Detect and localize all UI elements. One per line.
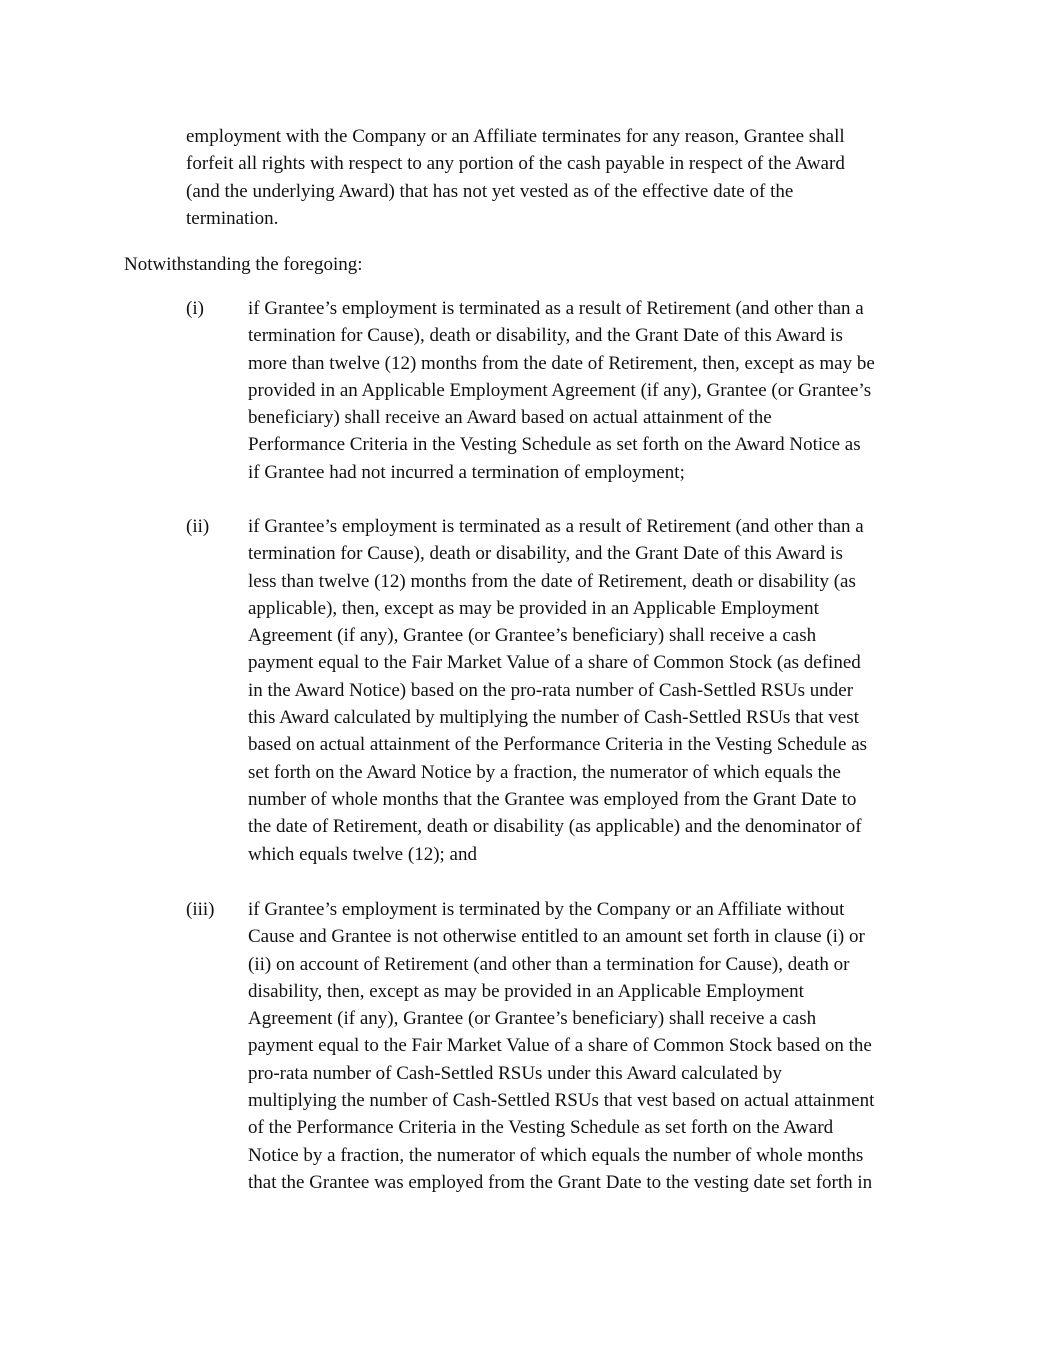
- clause-line: Notice by a fraction, the numerator of which equals the number of whole months: [248, 1144, 864, 1166]
- clause-line: termination for Cause), death or disability, and the Grant Date of this Award is: [248, 543, 843, 565]
- clause-ii-text: [248, 513, 867, 868]
- clause-line: (ii) on account of Retirement (and other than a termination for Cause), death or: [248, 953, 850, 975]
- clause-line: payment equal to the Fair Market Value of a share of Common Stock (as defined: [248, 652, 861, 674]
- notwithstanding-heading: Notwithstanding the foregoing:: [124, 254, 363, 275]
- lead-line: employment with the Company or an Affiliate terminates for any reason, Grantee shall: [186, 126, 845, 147]
- lead-line: (and the underlying Award) that has not yet vested as of the effective date of the: [186, 180, 794, 202]
- clause-line: Agreement (if any), Grantee (or Grantee’s beneficiary) shall receive a cash: [248, 625, 817, 647]
- clause-iii-text: [248, 896, 874, 1196]
- lead-paragraph: [186, 123, 845, 232]
- clause-line: payment equal to the Fair Market Value of a share of Common Stock based on the: [248, 1035, 872, 1057]
- clause-line: Performance Criteria in the Vesting Schedule as set forth on the Award Notice as: [248, 434, 861, 456]
- clause-line: that the Grantee was employed from the Grant Date to the vesting date set forth in: [248, 1171, 873, 1193]
- clause-line: if Grantee’s employment is terminated as a result of Retirement (and other than a: [248, 516, 864, 537]
- clause-line: beneficiary) shall receive an Award based on actual attainment of the: [248, 407, 772, 429]
- lead-line: termination.: [186, 207, 279, 229]
- clause-number: (ii): [186, 516, 210, 537]
- clause-line: provided in an Applicable Employment Agreement (if any), Grantee (or Grantee’s: [248, 379, 872, 401]
- clause-line: Agreement (if any), Grantee (or Grantee’s beneficiary) shall receive a cash: [248, 1008, 817, 1030]
- clause-line: in the Award Notice) based on the pro-rata number of Cash-Settled RSUs under: [248, 679, 854, 701]
- clause-line: Cause and Grantee is not otherwise entitled to an amount set forth in clause (i) or: [248, 926, 865, 948]
- clause-number: (iii): [186, 899, 215, 920]
- clause-i-text: [248, 295, 875, 486]
- clause-line: termination for Cause), death or disability, and the Grant Date of this Award is: [248, 325, 843, 347]
- clause-line: pro-rata number of Cash-Settled RSUs under this Award calculated by: [248, 1062, 782, 1084]
- clause-line: the date of Retirement, death or disability (as applicable) and the denominator of: [248, 816, 862, 838]
- clause-line: applicable), then, except as may be provided in an Applicable Employment: [248, 597, 819, 619]
- clause-line: this Award calculated by multiplying the number of Cash-Settled RSUs that vest: [248, 707, 859, 729]
- clause-line: which equals twelve (12); and: [248, 843, 477, 865]
- clause-line: multiplying the number of Cash-Settled RSUs that vest based on actual attainment: [248, 1090, 875, 1112]
- clause-line: disability, then, except as may be provided in an Applicable Employment: [248, 980, 804, 1002]
- clause-line: of the Performance Criteria in the Vesting Schedule as set forth on the Award: [248, 1117, 834, 1139]
- lead-line: forfeit all rights with respect to any portion of the cash payable in respect of the Award: [186, 153, 845, 175]
- clause-line: set forth on the Award Notice by a fraction, the numerator of which equals the: [248, 761, 841, 783]
- clause-line: more than twelve (12) months from the date of Retirement, then, except as may be: [248, 352, 875, 374]
- clause-line: if Grantee’s employment is terminated as a result of Retirement (and other than a: [248, 298, 864, 319]
- clause-line: based on actual attainment of the Performance Criteria in the Vesting Schedule as: [248, 734, 868, 756]
- clause-number: (i): [186, 298, 204, 319]
- clause-line: if Grantee had not incurred a termination of employment;: [248, 461, 685, 483]
- clause-line: number of whole months that the Grantee was employed from the Grant Date to: [248, 788, 857, 810]
- clause-line: if Grantee’s employment is terminated by the Company or an Affiliate without: [248, 899, 845, 920]
- clause-line: less than twelve (12) months from the date of Retirement, death or disability (as: [248, 570, 856, 592]
